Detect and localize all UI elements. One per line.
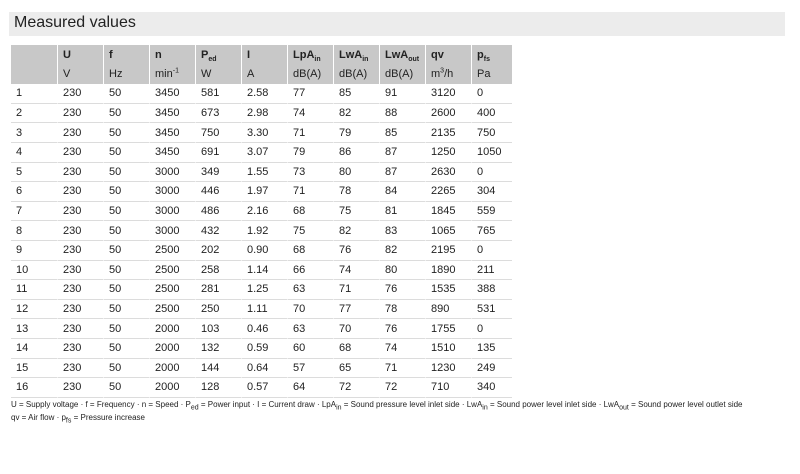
table-row xyxy=(11,202,512,222)
table-cell: 76 xyxy=(379,280,425,300)
table-cell: 71 xyxy=(379,359,425,379)
table-cell: 78 xyxy=(379,300,425,320)
table-cell: 76 xyxy=(333,241,379,261)
table-cell: 2265 xyxy=(425,182,471,202)
table-cell: 3450 xyxy=(149,123,195,143)
table-cell: 50 xyxy=(103,104,149,124)
table-cell: 12 xyxy=(11,300,57,320)
table-cell: 0.59 xyxy=(241,339,287,359)
table-row xyxy=(11,261,512,281)
table-cell: 10 xyxy=(11,261,57,281)
table-cell: 77 xyxy=(287,84,333,104)
table-cell: 230 xyxy=(57,339,103,359)
measured-values-table xyxy=(11,45,512,398)
column-unit: V xyxy=(57,65,103,85)
table-cell: 50 xyxy=(103,359,149,379)
table-cell: 230 xyxy=(57,280,103,300)
table-cell: 750 xyxy=(195,123,241,143)
table-cell: 82 xyxy=(333,221,379,241)
table-cell: 50 xyxy=(103,84,149,104)
table-cell: 230 xyxy=(57,221,103,241)
table-cell: 2500 xyxy=(149,261,195,281)
table-cell: 0.46 xyxy=(241,319,287,339)
table-cell: 3000 xyxy=(149,182,195,202)
table-cell: 2000 xyxy=(149,339,195,359)
table-cell: 211 xyxy=(471,261,512,281)
column-header: LpA$_{in}$ xyxy=(287,45,333,65)
table-cell: 128 xyxy=(195,378,241,398)
table-cell: 0.57 xyxy=(241,378,287,398)
table-cell: 765 xyxy=(471,221,512,241)
table-cell: 2 xyxy=(11,104,57,124)
table-cell: 750 xyxy=(471,123,512,143)
table-cell: 14 xyxy=(11,339,57,359)
table-cell: 8 xyxy=(11,221,57,241)
column-unit: Pa xyxy=(471,65,512,85)
column-header xyxy=(11,45,57,65)
table-cell: 0.64 xyxy=(241,359,287,379)
table-cell: 1250 xyxy=(425,143,471,163)
table-row xyxy=(11,104,512,124)
table-cell: 9 xyxy=(11,241,57,261)
column-unit: $\min^{-1}$ xyxy=(149,65,195,85)
table-cell: 3.07 xyxy=(241,143,287,163)
table-row xyxy=(11,359,512,379)
table-cell: 258 xyxy=(195,261,241,281)
table-cell: 74 xyxy=(287,104,333,124)
table-cell: 85 xyxy=(333,84,379,104)
table-cell: 3000 xyxy=(149,202,195,222)
column-header: qv xyxy=(425,45,471,65)
table-cell: 16 xyxy=(11,378,57,398)
table-cell: 75 xyxy=(333,202,379,222)
table-cell: 1 xyxy=(11,84,57,104)
table-cell: 80 xyxy=(379,261,425,281)
table-cell: 281 xyxy=(195,280,241,300)
table-cell: 230 xyxy=(57,378,103,398)
table-cell: 2.98 xyxy=(241,104,287,124)
table-cell: 50 xyxy=(103,202,149,222)
table-cell: 63 xyxy=(287,280,333,300)
table-cell: 202 xyxy=(195,241,241,261)
table-cell: 70 xyxy=(333,319,379,339)
table-cell: 581 xyxy=(195,84,241,104)
table-cell: 3450 xyxy=(149,143,195,163)
table-cell: 73 xyxy=(287,163,333,183)
column-header: $P_{ed}$ xyxy=(195,45,241,65)
column-header: U xyxy=(57,45,103,65)
table-cell: 63 xyxy=(287,319,333,339)
table-cell: 2500 xyxy=(149,280,195,300)
table-cell: 230 xyxy=(57,202,103,222)
table-cell: 85 xyxy=(379,123,425,143)
table-cell: 50 xyxy=(103,319,149,339)
table-row xyxy=(11,339,512,359)
table-cell: 1845 xyxy=(425,202,471,222)
header-row-names xyxy=(11,45,512,65)
column-header: LwA$_{out}$ xyxy=(379,45,425,65)
table-cell: 340 xyxy=(471,378,512,398)
table-cell: 3000 xyxy=(149,221,195,241)
table-cell: 88 xyxy=(379,104,425,124)
table-cell: 710 xyxy=(425,378,471,398)
table-body xyxy=(11,84,512,398)
legend-line-2: qv = Air flow · $p_{fs}$ = Pressure increase xyxy=(11,413,145,425)
column-unit: dB(A) xyxy=(287,65,333,85)
table-cell: 2.16 xyxy=(241,202,287,222)
table-cell: 75 xyxy=(287,221,333,241)
table-cell: 3450 xyxy=(149,84,195,104)
table-cell: 50 xyxy=(103,221,149,241)
table-cell: 132 xyxy=(195,339,241,359)
table-row xyxy=(11,123,512,143)
column-unit xyxy=(11,65,57,85)
table-cell: 2500 xyxy=(149,300,195,320)
table-cell: 0 xyxy=(471,319,512,339)
table-cell: 2000 xyxy=(149,378,195,398)
table-row xyxy=(11,319,512,339)
table-cell: 7 xyxy=(11,202,57,222)
table-cell: 72 xyxy=(333,378,379,398)
column-header: f xyxy=(103,45,149,65)
table-cell: 2000 xyxy=(149,319,195,339)
table-cell: 1510 xyxy=(425,339,471,359)
table-cell: 559 xyxy=(471,202,512,222)
table-cell: 60 xyxy=(287,339,333,359)
table-cell: 400 xyxy=(471,104,512,124)
table-cell: 388 xyxy=(471,280,512,300)
column-unit: W xyxy=(195,65,241,85)
table-cell: 230 xyxy=(57,104,103,124)
table-cell: 77 xyxy=(333,300,379,320)
table-cell: 50 xyxy=(103,261,149,281)
table-cell: 74 xyxy=(333,261,379,281)
table-row xyxy=(11,84,512,104)
table-cell: 82 xyxy=(333,104,379,124)
table-cell: 71 xyxy=(333,280,379,300)
table-cell: 2000 xyxy=(149,359,195,379)
table-cell: 91 xyxy=(379,84,425,104)
table-cell: 50 xyxy=(103,163,149,183)
column-header: I xyxy=(241,45,287,65)
table-cell: 2.58 xyxy=(241,84,287,104)
table-cell: 0 xyxy=(471,84,512,104)
table-cell: 230 xyxy=(57,241,103,261)
table-cell: 2600 xyxy=(425,104,471,124)
table-cell: 249 xyxy=(471,359,512,379)
table-cell: 250 xyxy=(195,300,241,320)
table-row xyxy=(11,300,512,320)
table-cell: 81 xyxy=(379,202,425,222)
column-unit: $m^3/h$ xyxy=(425,65,471,85)
table-cell: 230 xyxy=(57,182,103,202)
table-cell: 103 xyxy=(195,319,241,339)
table-cell: 1.11 xyxy=(241,300,287,320)
table-cell: 230 xyxy=(57,143,103,163)
table-cell: 83 xyxy=(379,221,425,241)
table-cell: 86 xyxy=(333,143,379,163)
table-cell: 68 xyxy=(287,241,333,261)
table-cell: 230 xyxy=(57,163,103,183)
table-cell: 1.97 xyxy=(241,182,287,202)
table-row xyxy=(11,378,512,398)
column-header: LwA$_{in}$ xyxy=(333,45,379,65)
table-cell: 1230 xyxy=(425,359,471,379)
table-cell: 84 xyxy=(379,182,425,202)
table-cell: 1755 xyxy=(425,319,471,339)
table-cell: 3120 xyxy=(425,84,471,104)
table-cell: 5 xyxy=(11,163,57,183)
table-cell: 0 xyxy=(471,241,512,261)
table-cell: 531 xyxy=(471,300,512,320)
column-unit: A xyxy=(241,65,287,85)
table-cell: 1.92 xyxy=(241,221,287,241)
table-cell: 57 xyxy=(287,359,333,379)
table-cell: 50 xyxy=(103,123,149,143)
column-unit: dB(A) xyxy=(379,65,425,85)
section-title-bar xyxy=(9,12,785,36)
table-cell: 50 xyxy=(103,182,149,202)
table-cell: 71 xyxy=(287,123,333,143)
table-cell: 64 xyxy=(287,378,333,398)
table-cell: 230 xyxy=(57,300,103,320)
table-cell: 1535 xyxy=(425,280,471,300)
table-cell: 3.30 xyxy=(241,123,287,143)
table-cell: 230 xyxy=(57,359,103,379)
table-cell: 446 xyxy=(195,182,241,202)
table-row xyxy=(11,182,512,202)
table-cell: 1890 xyxy=(425,261,471,281)
table-cell: 6 xyxy=(11,182,57,202)
table-cell: 1.25 xyxy=(241,280,287,300)
table-cell: 70 xyxy=(287,300,333,320)
table-cell: 87 xyxy=(379,143,425,163)
table-cell: 15 xyxy=(11,359,57,379)
table-cell: 304 xyxy=(471,182,512,202)
table-cell: 691 xyxy=(195,143,241,163)
table-cell: 76 xyxy=(379,319,425,339)
table-row xyxy=(11,143,512,163)
table-cell: 230 xyxy=(57,123,103,143)
table-cell: 2500 xyxy=(149,241,195,261)
column-unit: Hz xyxy=(103,65,149,85)
table-cell: 2630 xyxy=(425,163,471,183)
table-cell: 4 xyxy=(11,143,57,163)
table-cell: 2195 xyxy=(425,241,471,261)
table-cell: 1065 xyxy=(425,221,471,241)
table-cell: 3 xyxy=(11,123,57,143)
table-cell: 432 xyxy=(195,221,241,241)
table-cell: 11 xyxy=(11,280,57,300)
table-cell: 230 xyxy=(57,84,103,104)
table-cell: 230 xyxy=(57,319,103,339)
column-header: n xyxy=(149,45,195,65)
header-row-units xyxy=(11,65,512,85)
table-cell: 144 xyxy=(195,359,241,379)
table-cell: 68 xyxy=(333,339,379,359)
table-cell: 135 xyxy=(471,339,512,359)
table-cell: 71 xyxy=(287,182,333,202)
table-cell: 65 xyxy=(333,359,379,379)
table-cell: 1050 xyxy=(471,143,512,163)
table-cell: 0.90 xyxy=(241,241,287,261)
page-title: Measured values xyxy=(14,14,136,31)
table-cell: 50 xyxy=(103,241,149,261)
column-header: $p_{fs}$ xyxy=(471,45,512,65)
table-cell: 890 xyxy=(425,300,471,320)
table-cell: 3450 xyxy=(149,104,195,124)
table-row xyxy=(11,221,512,241)
table-cell: 79 xyxy=(333,123,379,143)
table-cell: 486 xyxy=(195,202,241,222)
legend-line-1: U = Supply voltage · f = Frequency · n = Speed · $P_{ed}$ = Power input · I = Current draw · LpA$_{in}$ = Sound pressure level inlet side · LwA$_{in}$ = Sound power level inlet side · LwA$_{out}$ = Sound power level outlet side xyxy=(11,400,743,412)
table-cell: 1.14 xyxy=(241,261,287,281)
table-cell: 79 xyxy=(287,143,333,163)
table-cell: 68 xyxy=(287,202,333,222)
table-cell: 74 xyxy=(379,339,425,359)
table-cell: 72 xyxy=(379,378,425,398)
table-cell: 2135 xyxy=(425,123,471,143)
table-cell: 50 xyxy=(103,339,149,359)
table-cell: 349 xyxy=(195,163,241,183)
table-cell: 673 xyxy=(195,104,241,124)
table-cell: 80 xyxy=(333,163,379,183)
table-cell: 230 xyxy=(57,261,103,281)
table-cell: 82 xyxy=(379,241,425,261)
table-row xyxy=(11,280,512,300)
table-cell: 1.55 xyxy=(241,163,287,183)
table-cell: 66 xyxy=(287,261,333,281)
table-cell: 50 xyxy=(103,280,149,300)
table-cell: 50 xyxy=(103,378,149,398)
table-row xyxy=(11,241,512,261)
table-cell: 50 xyxy=(103,143,149,163)
table-cell: 87 xyxy=(379,163,425,183)
table-cell: 0 xyxy=(471,163,512,183)
table-cell: 78 xyxy=(333,182,379,202)
table-cell: 3000 xyxy=(149,163,195,183)
table-cell: 50 xyxy=(103,300,149,320)
column-unit: dB(A) xyxy=(333,65,379,85)
table-cell: 13 xyxy=(11,319,57,339)
table-row xyxy=(11,163,512,183)
